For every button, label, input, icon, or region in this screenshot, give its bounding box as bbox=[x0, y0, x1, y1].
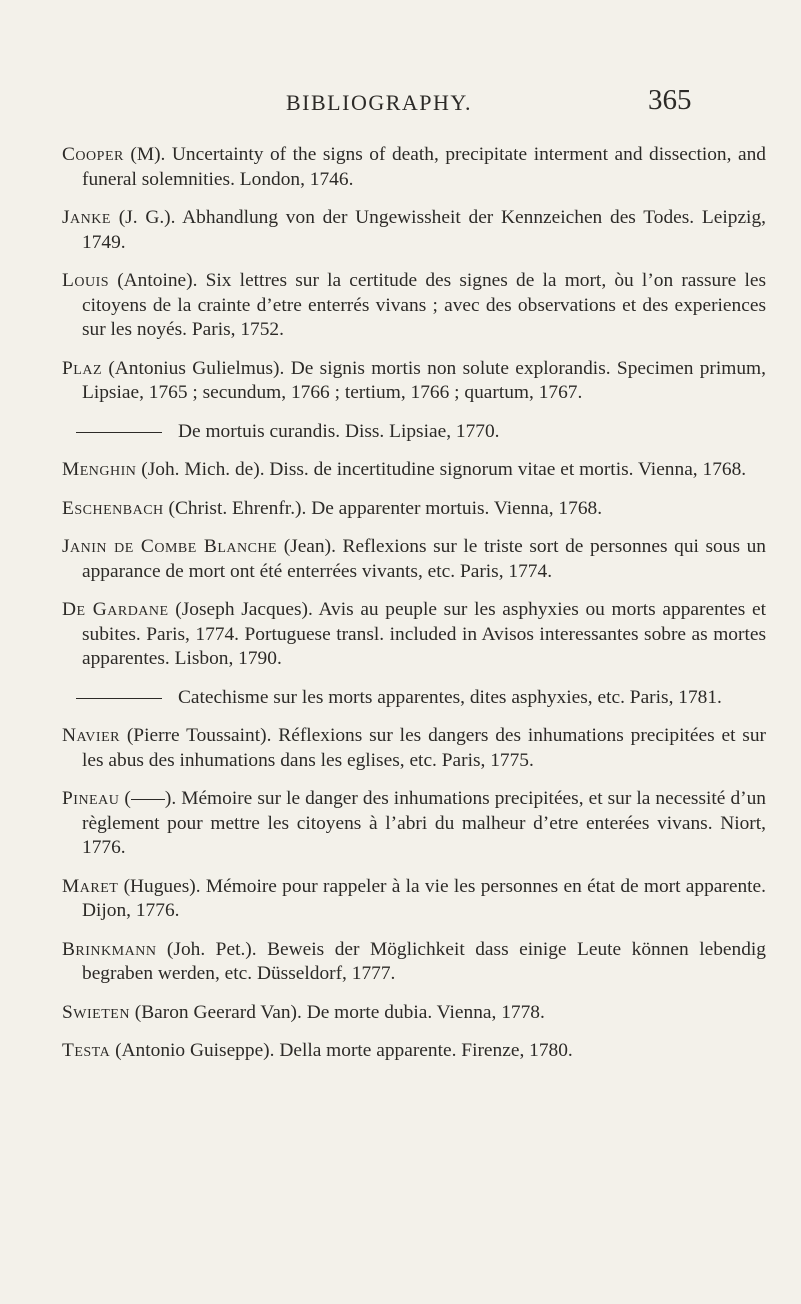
running-title: BIBLIOGRAPHY. bbox=[286, 90, 472, 115]
bibliography-entry-menghin bbox=[62, 458, 766, 483]
entry-text: (Joh. Mich. de). Diss. de incertitudine signorum vitae et mortis. Vienna, 1768. bbox=[136, 459, 747, 480]
entry-author: Maret bbox=[62, 875, 119, 897]
entry-author: Cooper bbox=[62, 144, 124, 165]
entry-text: (J. G.). Abhandlung von der Ungewissheit der Kennzeichen des Todes. Leipzig, 1749. bbox=[82, 207, 766, 253]
bibliography-entry-testa bbox=[62, 1039, 766, 1064]
entry-text: (Pierre Toussaint). Réflexions sur les dangers des inhumations precipitées et sur les abus des inhumations dans les eglises, etc. Paris, 1775. bbox=[82, 725, 766, 771]
bibliography-entry-plaz bbox=[62, 357, 766, 406]
bibliography-entry-plaz-continued bbox=[62, 420, 766, 445]
entry-text: (M). Uncertainty of the signs of death, precipitate interment and dissection, and funeral solemnities. London, 1746. bbox=[82, 144, 766, 190]
entry-text: (Antonio Guiseppe). Della morte apparente. Firenze, 1780. bbox=[110, 1040, 573, 1061]
entry-text: (Joh. Pet.). Beweis der Möglichkeit dass einige Leute können lebendig begraben werden, etc. Düsseldorf, 1777. bbox=[82, 938, 766, 984]
entry-author: Menghin bbox=[62, 459, 137, 480]
bibliography-entry-de-gardane-continued bbox=[62, 686, 766, 711]
bibliography-entry-de-gardane bbox=[62, 598, 766, 672]
entry-author: Brinkmann bbox=[62, 938, 157, 960]
entry-author: Swieten bbox=[62, 1001, 130, 1023]
entry-author: Navier bbox=[62, 725, 120, 746]
ditto-dash bbox=[76, 698, 162, 699]
entry-text: (Antonius Gulielmus). De signis mortis non solute explorandis. Specimen primum, Lipsiae, 1765 ; secundum, 1766 ; tertium, 1766 ; quartum, 1767. bbox=[82, 357, 766, 403]
entry-text-open: ( bbox=[119, 788, 131, 809]
entry-text: ). Mémoire sur le danger des inhumations precipitées, et sur la necessité d’un règlement pour mettre les citoyens à l’abri du malheur d’etre enterées vivans. Niort, 1776. bbox=[82, 788, 766, 858]
bibliography-entry-louis bbox=[62, 269, 766, 343]
entry-author: Janin de Combe Blanche bbox=[62, 536, 278, 557]
bibliography-entry-brinkmann bbox=[62, 938, 766, 987]
entry-text: (Jean). Reflexions sur le triste sort de personnes qui sous un apparance de mort ont été enterrées vivants, etc. Paris, 1774. bbox=[82, 536, 766, 582]
entry-text: (Hugues). Mémoire pour rappeler à la vie les personnes en état de mort apparente. Dijon, 1776. bbox=[82, 875, 766, 921]
bibliography-entry-janin bbox=[62, 535, 766, 584]
entry-text: De mortuis curandis. Diss. Lipsiae, 1770. bbox=[178, 420, 500, 442]
bibliography-entry-navier bbox=[62, 724, 766, 773]
entry-author: De Gardane bbox=[62, 599, 169, 620]
bibliography-entry-cooper bbox=[62, 143, 766, 192]
bibliography-entry-swieten bbox=[62, 1001, 766, 1026]
entry-text: (Christ. Ehrenfr.). De apparenter mortuis. Vienna, 1768. bbox=[163, 497, 603, 519]
entry-author: Louis bbox=[62, 270, 110, 291]
entry-text: Catechisme sur les morts apparentes, dites asphyxies, etc. Paris, 1781. bbox=[178, 686, 722, 708]
bibliography-entry-eschenbach bbox=[62, 497, 766, 522]
entry-text: (Antoine). Six lettres sur la certitude des signes de la mort, òu l’on rassure les citoyens de la crainte d’etre enterrés vivans ; avec des observations et des experiences sur les noyés. Paris, 1752. bbox=[82, 270, 766, 340]
bibliography-entry-maret bbox=[62, 875, 766, 924]
bibliography-list bbox=[62, 143, 766, 1078]
entry-text: (Baron Geerard Van). De morte dubia. Vienna, 1778. bbox=[129, 1001, 545, 1023]
page-header bbox=[0, 84, 801, 124]
entry-author: Eschenbach bbox=[62, 497, 164, 519]
page-number: 365 bbox=[648, 84, 692, 116]
entry-author: Testa bbox=[62, 1040, 111, 1061]
entry-author: Pineau bbox=[62, 788, 120, 809]
bibliography-entry-janke bbox=[62, 206, 766, 255]
entry-author: Plaz bbox=[62, 357, 102, 379]
entry-text: (Joseph Jacques). Avis au peuple sur les asphyxies ou morts apparentes et subites. Paris, 1774. Portuguese transl. included in Avisos interessantes sobre as mortes apparentes. Lisbon, 1790. bbox=[82, 599, 766, 669]
bibliography-entry-pineau bbox=[62, 787, 766, 861]
ditto-dash bbox=[76, 432, 162, 433]
blank-name-dash bbox=[131, 799, 165, 800]
entry-author: Janke bbox=[62, 207, 111, 228]
